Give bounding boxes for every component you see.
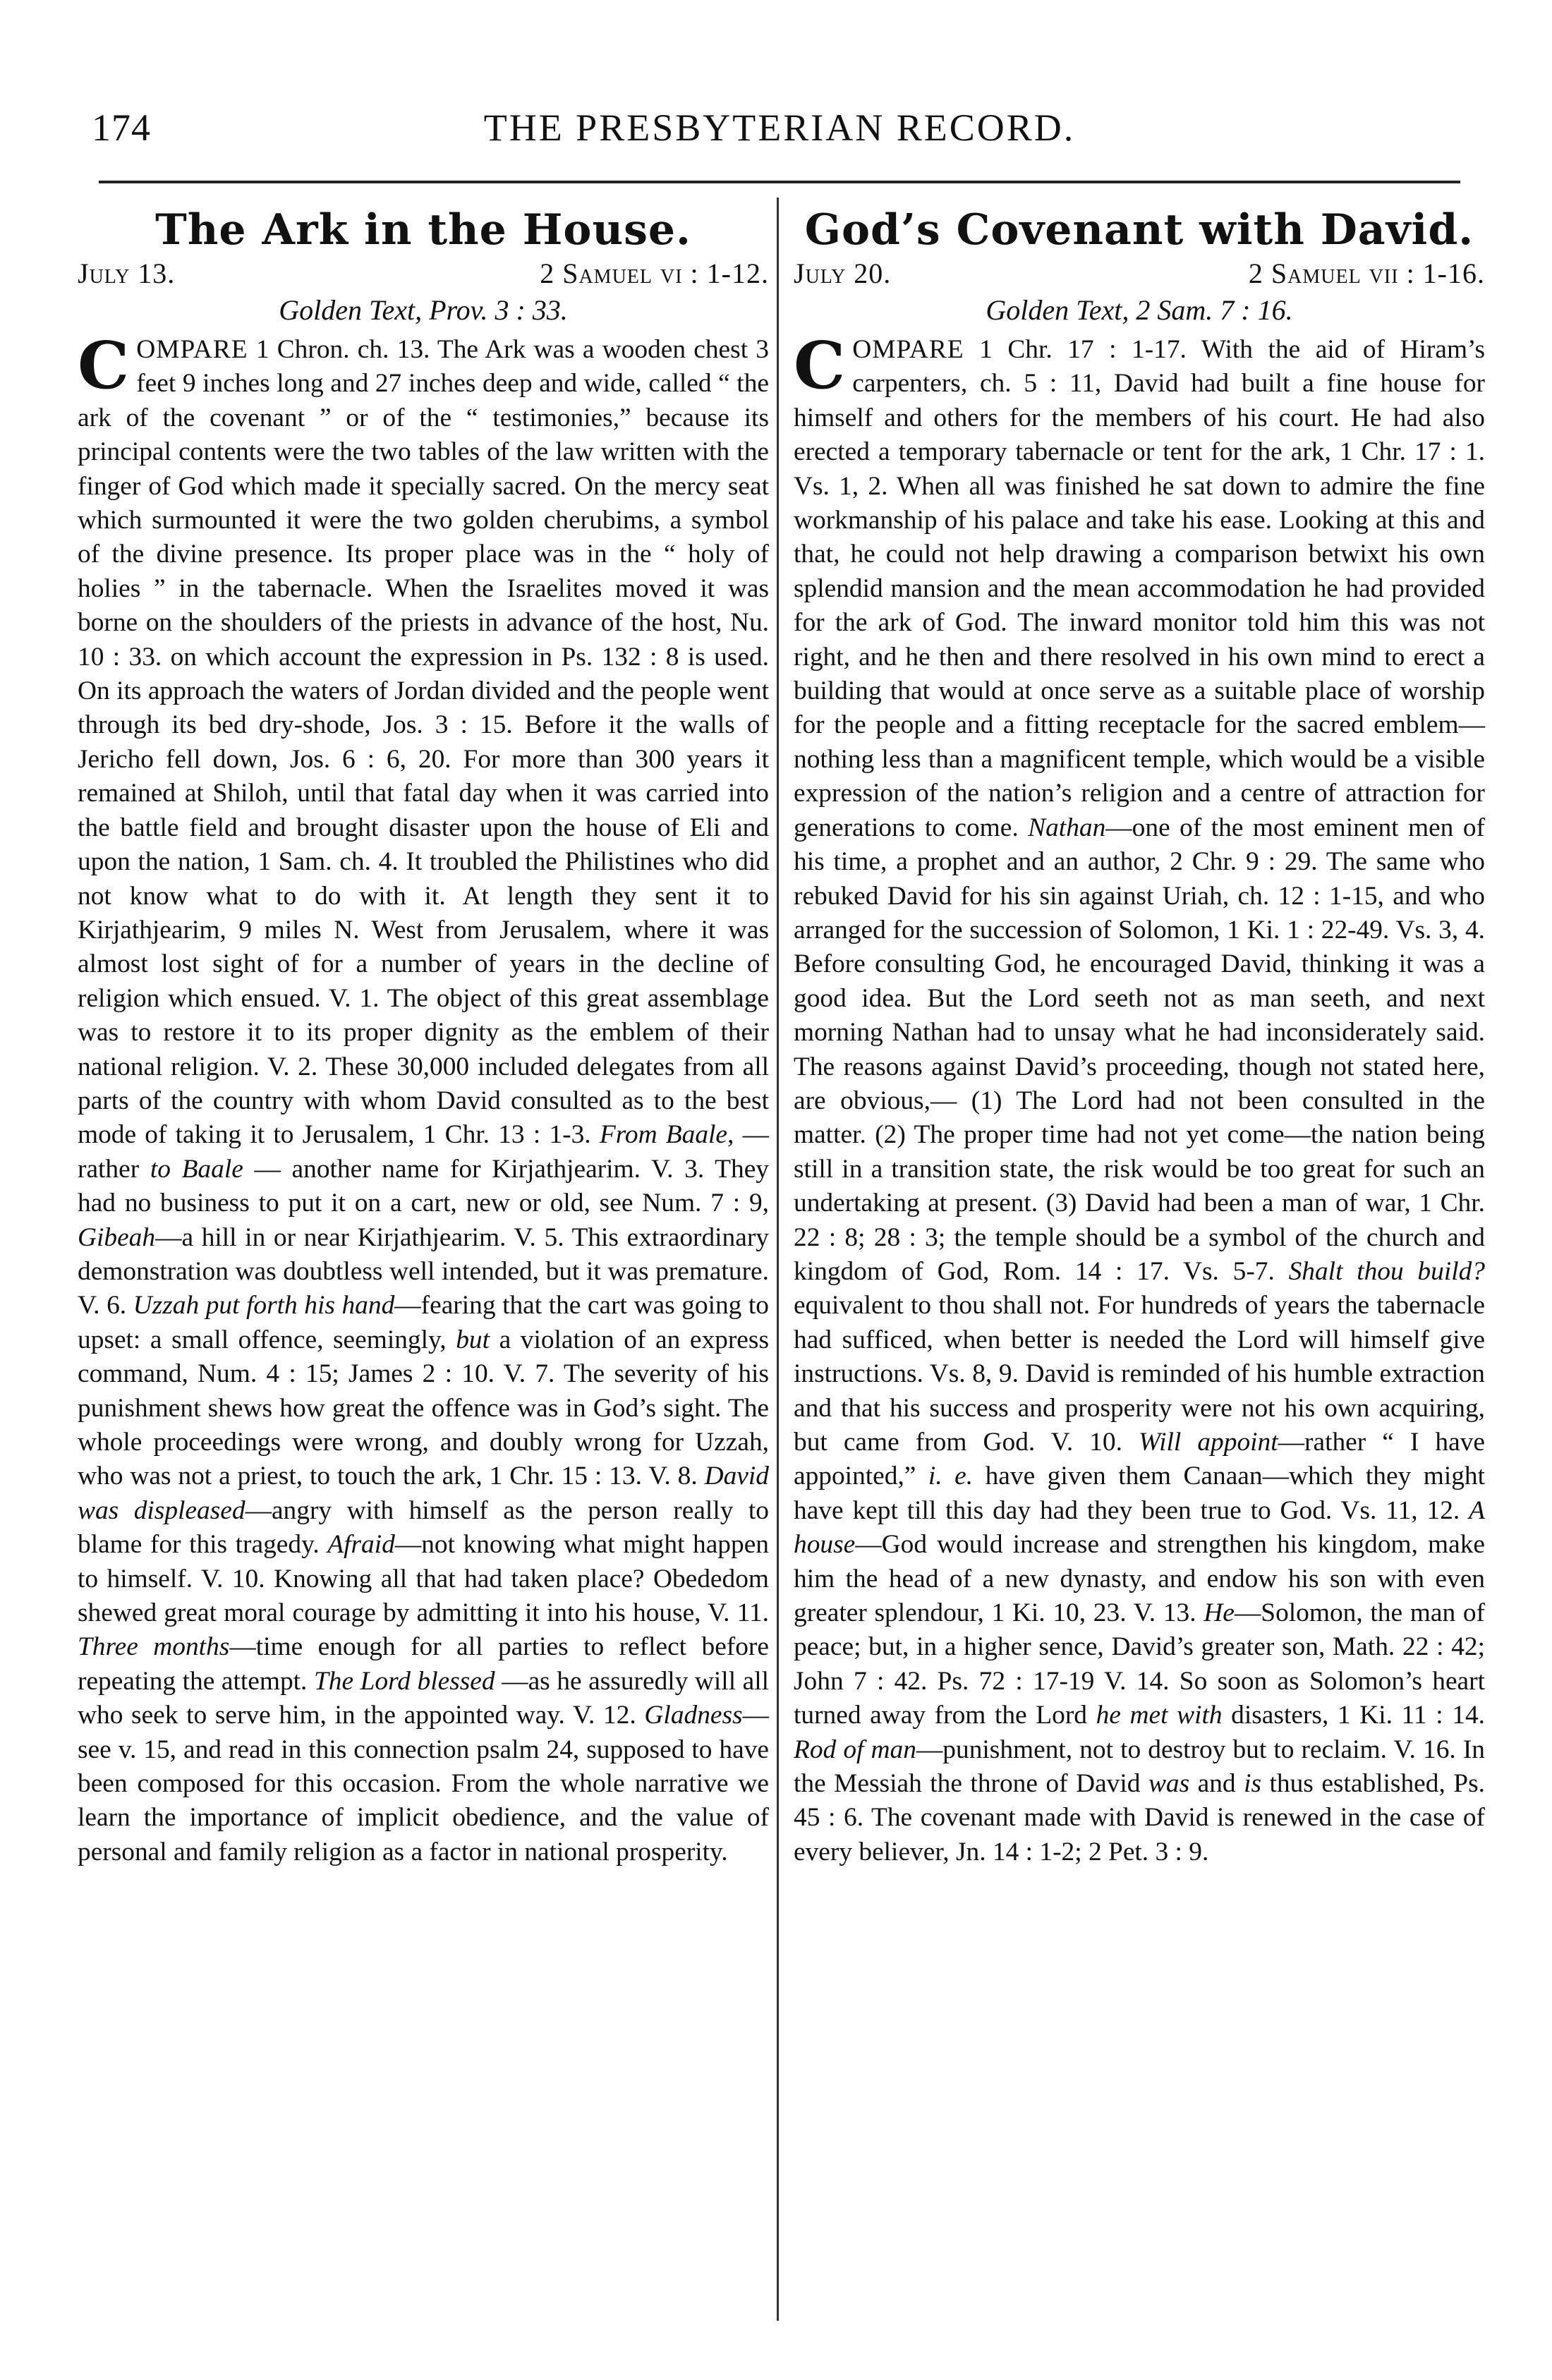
text-run: —rather “ I have appointed,” <box>794 1428 1486 1491</box>
italic-run: The Lord blessed <box>313 1666 495 1696</box>
italic-run: Afraid <box>327 1530 395 1560</box>
scripture-reference: 2 Samuel vii : 1-16. <box>1248 257 1485 289</box>
lead-word: OMPARE <box>852 335 964 364</box>
text-run: —one of the most eminent men of his time, a prophet and an author, 2 Chr. 9 : 29. The same who rebuked David for his sin against Uriah, ch. 12 : 1-15, and who arranged for the succession of Solomon, 1 Ki. 1 : 22-49. Vs. 3, 4. Before consulting God, he encouraged David, thinking it was a good idea. But the Lord seeth not as man seeth, and next morning Nathan had to unsay what he had inconsiderately said. The reasons against David’s proceeding, though not stated here, are obvious,— (1) The Lord had not been consulted in the matter. (2) The proper time had not yet come—the nation being still in a transition state, the risk would be too great for such an undertaking at present. (3) David had been a man of war, 1 Chr. 22 : 8; 28 : 3; the temple should be a symbol of the church and kingdom of God, Rom. 14 : 17. Vs. 5-7. <box>794 813 1485 1286</box>
lesson-body-text <box>794 327 1486 1866</box>
page-number: 174 <box>92 107 151 149</box>
text-run: and <box>1189 1769 1244 1799</box>
text-run: —punishment, not to destroy but to reclaim. V. 16. In the Messiah the throne of David <box>794 1735 1485 1799</box>
drop-cap: C <box>78 327 130 403</box>
italic-run: Uzzah put forth his hand <box>133 1291 395 1320</box>
page-header <box>92 106 1467 155</box>
lesson-meta <box>78 255 769 292</box>
text-run: have given them Canaan—which they might have kept till this day had they been true to God. Vs. 11, 12. <box>794 1462 1485 1525</box>
text-run: —angry with himself as the person really to blame for this tragedy. <box>78 1495 770 1560</box>
text-run: —as he assuredly will all who seek to serve him, in the appointed way. V. 12. <box>78 1666 770 1730</box>
text-run: 1 Chron. ch. 13. The Ark was a wooden chest 3 feet 9 inches long and 27 inches deep and wide, called “ the ark of the covenant ” or of the “ testimonies,” because its principal contents were the two tables of the law written with the finger of God which made it specially sacred. On the mercy seat which surmounted it were the two golden cherubims, a symbol of the divine presence. Its proper place was in the “ holy of holies ” in the tabernacle. When the Israelites moved it was borne on the shoulders of the priests in advance of the host, Nu. 10 : 33. on which account the expression in Ps. 132 : 8 is used. On its approach the waters of Jordan divided and the people went through its bed dry-shode, Jos. 3 : 15. Before it the walls of Jericho fell down, Jos. 6 : 6, 20. For more than 300 years it remained at Shiloh, until that fatal day when it was carried into the battle field and brought disaster upon the house of Eli and upon the nation, 1 Sam. ch. 4. It troubled the Philistines who did not know what to do with it. At length they sent it to Kirjathjearim, 9 miles N. West from Jerusalem, where it was almost lost sight of for a number of years in the decline of religion which ensued. V. 1. The object of this great assemblage was to restore it to its proper dignity as the emblem of their national religion. V. 2. These 30,000 included delegates from all parts of the country with whom David consulted as to the best mode of taking it to Jerusalem, 1 Chr. 13 : 1-3. <box>78 335 769 1150</box>
text-run: — rather <box>78 1120 769 1184</box>
text-run: —time enough for all parties to reflect before repeating the attempt. <box>78 1632 769 1696</box>
lesson-body <box>794 327 1486 1869</box>
lesson-title: The Ark in the House. <box>155 205 691 255</box>
italic-run: Three months <box>78 1632 230 1662</box>
lesson-column-left <box>78 205 769 1869</box>
text-run: a violation of an express command, Num. 4 : 15; James 2 : 10. V. 7. The severity of his punishment shews how great the offence was in God’s sight. The whole proceedings were wrong, and doubly wrong for Uzzah, who was not a priest, to touch the ark, 1 Chr. 15 : 13. V. 8. <box>78 1325 770 1491</box>
drop-cap: C <box>794 327 846 403</box>
text-run: —a hill in or near Kirjathjearim. V. 5. This extraordinary demonstration was doubtless well intended, but it was premature. V. 6. <box>78 1222 769 1320</box>
lesson-title: God’s Covenant with David. <box>804 205 1474 255</box>
golden-text: Golden Text, Prov. 3 : 33. <box>279 294 568 326</box>
text-run: — see v. 15, and read in this connection psalm 24, supposed to have been composed for this occasion. From the whole narrative we learn the importance of implicit obedience, and the value of personal and family religion as a factor in national prosperity. <box>78 1701 769 1866</box>
lesson-body <box>78 327 770 1869</box>
italic-run: Nathan <box>1028 813 1106 842</box>
italic-run: Gibeah <box>78 1222 156 1252</box>
text-run: equivalent to thou shall not. For hundreds of years the tabernacle had sufficed, when better is needed the Lord will himself give instructions. Vs. 8, 9. David is reminded of his humble extraction and that his success and prosperity were not his own acquiring, but came from God. V. 10. <box>794 1291 1485 1457</box>
italic-run: From Baale, <box>599 1120 734 1150</box>
text-run: —God would increase and strengthen his kingdom, make him the head of a new dynasty, and endow his son with even greater splendour, 1 Ki. 10, 23. V. 13. <box>794 1530 1485 1628</box>
italic-run: but <box>456 1325 490 1354</box>
italic-run: to Baale <box>150 1154 243 1184</box>
text-run: —Solomon, the man of peace; but, in a higher sence, David’s greater son, Math. 22 : 42; John 7 : 42. Ps. 72 : 17-19 V. 14. So soon as Solomon’s heart turned away from the Lord <box>794 1598 1486 1730</box>
column-divider <box>777 198 779 2321</box>
text-run: — another name for Kirjathjearim. V. 3. They had no business to put it on a cart, new or old, see Num. 7 : 9, <box>78 1154 769 1218</box>
running-title: THE PRESBYTERIAN RECORD. <box>483 107 1076 149</box>
italic-run: i. e. <box>928 1462 974 1491</box>
text-run: 1 Chr. 17 : 1-17. With the aid of Hiram’s carpenters, ch. 5 : 11, David had built a fine house for himself and others for the members of his court. He had also erected a temporary tabernacle or tent for the ark, 1 Chr. 17 : 1. Vs. 1, 2. When all was finished he sat down to admire the fine workmanship of his palace and take his ease. Looking at this and that, he could not help drawing a comparison betwixt his own splendid mansion and the mean accommodation he had provided for the ark of God. The inward monitor told him this was not right, and he then and there resolved in his own mind to erect a building that would at once serve as a suitable place of worship for the people and a fitting receptacle for the sacred emblem—nothing less than a magnificent temple, which would be a visible expression of the nation’s religion and a centre of attraction for generations to come. <box>794 335 1485 842</box>
italic-run: David was displeased <box>78 1462 769 1525</box>
text-run: —fearing that the cart was going to upset: a small offence, seemingly, <box>78 1291 769 1354</box>
text-run: —not knowing what might happen to himself. V. 10. Knowing all that had taken place? Obededom shewed great moral courage by admitting it into his house, V. 11. <box>78 1530 769 1628</box>
italic-run: Shalt thou build? <box>1288 1256 1485 1286</box>
italic-run: Rod of man <box>794 1735 916 1764</box>
italic-run: he met with <box>1096 1701 1223 1730</box>
italic-run: is <box>1244 1769 1262 1799</box>
header-rule <box>99 181 1460 183</box>
lead-word: OMPARE <box>136 335 248 364</box>
italic-run: Gladness <box>644 1701 743 1730</box>
lesson-body-text <box>78 327 770 1866</box>
italic-run: He <box>1204 1598 1235 1628</box>
italic-run: Will appoint <box>1139 1428 1278 1457</box>
text-run: thus established, Ps. 45 : 6. The covenant made with David is renewed in the case of every believer, Jn. 14 : 1-2; 2 Pet. 3 : 9. <box>794 1769 1485 1866</box>
italic-run: A house <box>794 1495 1485 1560</box>
lesson-date: July 13. <box>78 257 176 289</box>
lesson-meta <box>794 255 1485 292</box>
golden-text: Golden Text, 2 Sam. 7 : 16. <box>986 294 1293 326</box>
italic-run: was <box>1148 1769 1190 1799</box>
text-run: disasters, 1 Ki. 11 : 14. <box>1222 1701 1485 1730</box>
scripture-reference: 2 Samuel vi : 1-12. <box>540 257 769 289</box>
lesson-date: July 20. <box>794 257 892 289</box>
lesson-column-right <box>794 205 1485 1869</box>
